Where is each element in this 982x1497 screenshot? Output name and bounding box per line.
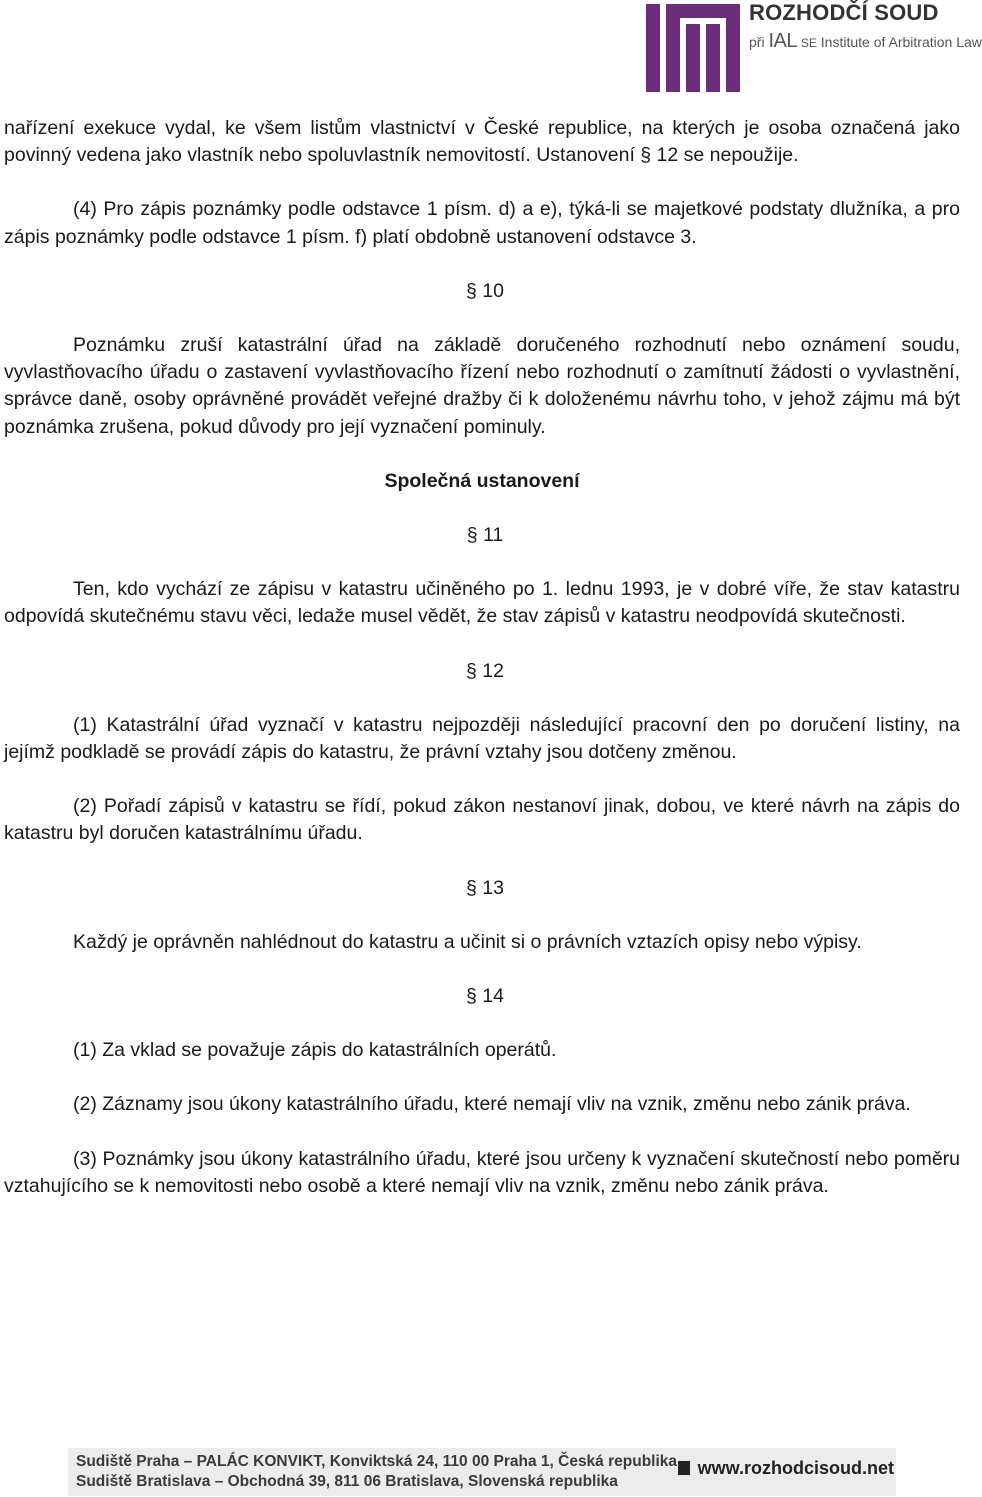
section-number: § 11 <box>466 524 504 547</box>
section-heading: Společná ustanovení <box>384 469 580 492</box>
logo-mark-icon <box>644 0 742 92</box>
section-number: § 10 <box>466 279 504 302</box>
footer-address-prague: Sudiště Praha – PALÁC KONVIKT, Konviktská 24, 110 00 Praha 1, Česká republika <box>76 1453 678 1470</box>
subtitle-institute: Institute of Arbitration Law <box>820 34 982 50</box>
section-number: § 12 <box>466 659 504 682</box>
document-body <box>4 115 960 1200</box>
paragraph: (4) Pro zápis poznámky podle odstavce 1 písm. d) a e), týká-li se majetkové podstaty dlužníka, a pro zápis poznámky podle odstavce 1 písm. f) platí obdobně ustanovení odstavce 3. <box>4 198 960 248</box>
paragraph: Ten, kdo vychází ze zápisu v katastru učiněného po 1. lednu 1993, je v dobré víře, že stav katastru odpovídá skutečnému stavu věci, ledaže musel vědět, že stav zápisů v katastru neodpovídá skutečnosti. <box>4 578 960 628</box>
paragraph: nařízení exekuce vydal, ke všem listům vlastnictví v České republice, na kterých je osoba označená jako povinný vedena jako vlastník nebo spoluvlastník nemovitostí. Ustanovení § 12 se nepoužije. <box>4 117 960 167</box>
paragraph: (2) Pořadí zápisů v katastru se řídí, pokud zákon nestanoví jinak, dobou, ve které návrh na zápis do katastru byl doručen katastrálnímu úřadu. <box>4 795 960 845</box>
footer-address-bratislava: Sudiště Bratislava – Obchodná 39, 811 06 Bratislava, Slovenská republika <box>76 1473 618 1490</box>
subtitle-ial: IAL <box>768 30 797 52</box>
header-logo <box>644 0 982 92</box>
footer-addresses <box>76 1452 677 1492</box>
footer-website[interactable] <box>678 1458 894 1479</box>
section-number: § 14 <box>466 985 504 1008</box>
paragraph: (2) Záznamy jsou úkony katastrálního úřadu, které nemají vliv na vznik, změnu nebo zánik práva. <box>73 1093 911 1116</box>
square-bullet-icon <box>678 1461 690 1475</box>
footer-bar <box>68 1448 896 1496</box>
website-link[interactable]: www.rozhodcisoud.net <box>697 1458 894 1478</box>
paragraph: Každý je oprávněn nahlédnout do katastru a učinit si o právních vztazích opisy nebo výpisy. <box>73 930 862 953</box>
subtitle-se: SE <box>800 36 817 50</box>
org-subtitle <box>749 30 982 53</box>
paragraph: Poznámku zruší katastrální úřad na základě doručeného rozhodnutí nebo oznámení soudu, vyvlastňovacího úřadu o zastavení vyvlastňovacího řízení nebo rozhodnutí o zamítnutí žádosti o vyvlastnění, správce daně, osoby oprávněné provádět veřejné dražby či k doloženému návrhu toho, v jehož zájmu má být poznámka zrušena, pokud důvody pro její vyznačení pominuly. <box>4 334 960 438</box>
paragraph: (1) Katastrální úřad vyznačí v katastru nejpozději následující pracovní den po doručení listiny, na jejímž podkladě se provádí zápis do katastru, že právní vztahy jsou dotčeny změnou. <box>4 713 960 764</box>
subtitle-prefix: při <box>749 34 765 50</box>
section-number: § 13 <box>466 876 504 899</box>
org-name: ROZHODČÍ SOUD <box>749 0 939 25</box>
paragraph: (3) Poznámky jsou úkony katastrálního úřadu, které jsou určeny k vyznačení skutečností nebo poměru vztahujícího se k nemovitosti nebo osobě a které nemají vliv na vznik, změnu nebo zánik práva. <box>4 1147 960 1197</box>
paragraph: (1) Za vklad se považuje zápis do katastrálních operátů. <box>73 1039 557 1062</box>
